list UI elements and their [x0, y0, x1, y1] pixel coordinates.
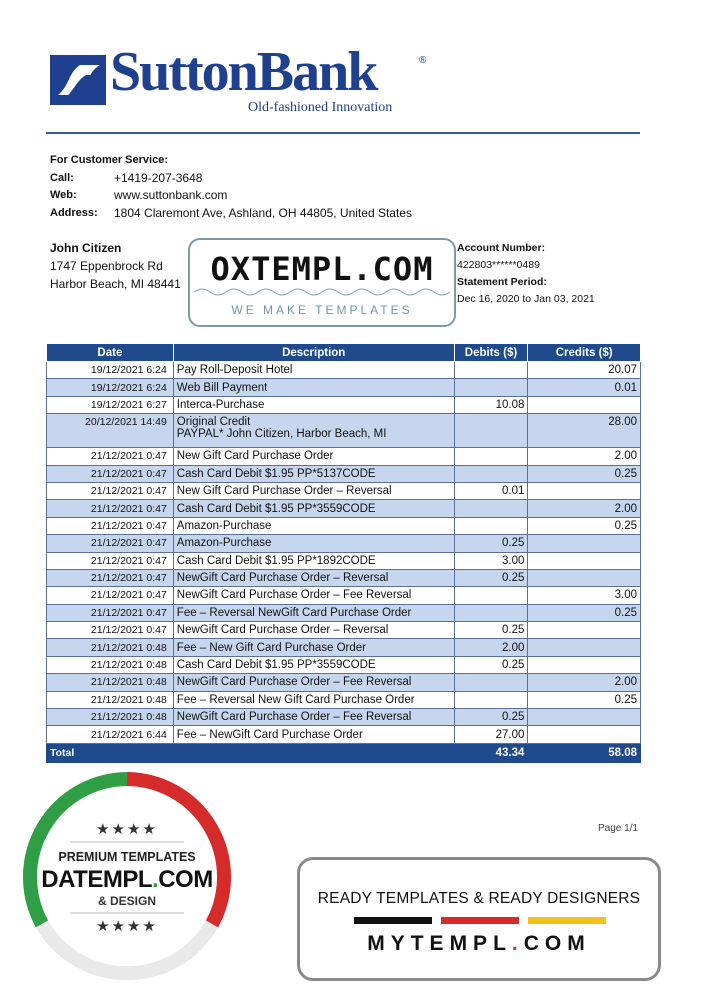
row-debit	[454, 414, 528, 448]
table-row	[47, 691, 641, 708]
total-credit: 58.08	[528, 743, 641, 762]
table-row	[47, 379, 641, 396]
row-debit: 0.25	[454, 656, 528, 673]
row-credit: 0.25	[528, 465, 641, 482]
account-number-value: 422803******0489	[457, 259, 540, 271]
row-debit: 0.25	[454, 709, 528, 726]
seal-datempl-b: COM	[158, 866, 213, 893]
row-date: 21/12/2021 0:47	[47, 500, 174, 517]
row-credit	[528, 656, 641, 673]
call-label: Call:	[50, 171, 74, 184]
row-description: NewGift Card Purchase Order – Fee Reversal	[173, 709, 454, 726]
row-credit: 2.00	[528, 448, 641, 465]
customer-service-block	[50, 152, 412, 222]
account-number-label: Account Number:	[457, 242, 546, 254]
row-description: Fee – New Gift Card Purchase Order	[173, 639, 454, 656]
row-description: New Gift Card Purchase Order	[173, 448, 454, 465]
row-credit	[528, 396, 641, 413]
web-value: www.suttonbank.com	[114, 188, 228, 202]
banner-site-b: COM	[523, 932, 591, 955]
table-row	[47, 517, 641, 534]
row-description: Fee – Reversal NewGift Card Purchase Order	[173, 604, 454, 621]
header-credits: Credits ($)	[528, 344, 641, 362]
account-block	[457, 240, 595, 308]
table-total-row	[47, 743, 641, 762]
statement-period-value: Dec 16, 2020 to Jan 03, 2021	[457, 293, 595, 305]
row-date: 21/12/2021 6:44	[47, 726, 174, 743]
row-debit: 0.25	[454, 622, 528, 639]
row-date: 21/12/2021 0:47	[47, 569, 174, 586]
header-description: Description	[173, 344, 454, 362]
table-row	[47, 674, 641, 691]
row-description: Interca-Purchase	[173, 396, 454, 413]
table-row	[47, 362, 641, 379]
table-row	[47, 465, 641, 482]
row-date: 21/12/2021 0:47	[47, 482, 174, 499]
row-credit: 2.00	[528, 500, 641, 517]
row-description: NewGift Card Purchase Order – Reversal	[173, 622, 454, 639]
row-date: 21/12/2021 0:47	[47, 535, 174, 552]
banner-bar-red	[441, 917, 519, 924]
row-credit: 3.00	[528, 587, 641, 604]
table-row	[47, 587, 641, 604]
address-label: Address:	[50, 206, 98, 219]
table-row	[47, 656, 641, 673]
row-debit	[454, 674, 528, 691]
table-row	[47, 639, 641, 656]
row-credit	[528, 639, 641, 656]
banner-color-bars	[354, 917, 606, 924]
web-row	[50, 187, 412, 205]
table-row	[47, 569, 641, 586]
watermark-oxtempl-subtitle: WE MAKE TEMPLATES	[231, 303, 413, 317]
row-credit	[528, 726, 641, 743]
row-debit	[454, 587, 528, 604]
seal-stars-bottom: ★★★★	[96, 918, 158, 935]
banner-site-a: MYTEMPL	[367, 932, 512, 955]
total-spacer	[173, 743, 454, 762]
row-credit	[528, 552, 641, 569]
table-row	[47, 535, 641, 552]
web-label: Web:	[50, 189, 77, 201]
row-date: 21/12/2021 0:48	[47, 674, 174, 691]
header-debits: Debits ($)	[454, 344, 528, 362]
row-credit: 0.25	[528, 604, 641, 621]
row-date: 19/12/2021 6:24	[47, 379, 174, 396]
row-debit	[454, 448, 528, 465]
bank-tagline: Old-fashioned Innovation	[248, 100, 393, 115]
row-description: Amazon-Purchase	[173, 535, 454, 552]
row-date: 19/12/2021 6:27	[47, 396, 174, 413]
customer-service-title: For Customer Service:	[50, 154, 168, 166]
row-description: New Gift Card Purchase Order – Reversal	[173, 482, 454, 499]
row-debit	[454, 517, 528, 534]
row-credit: 0.25	[528, 691, 641, 708]
header-date: Date	[47, 344, 174, 362]
table-row	[47, 500, 641, 517]
row-description: NewGift Card Purchase Order – Reversal	[173, 569, 454, 586]
row-debit	[454, 362, 528, 379]
row-description: Cash Card Debit $1.95 PP*3559CODE	[173, 656, 454, 673]
row-debit: 3.00	[454, 552, 528, 569]
row-description: Amazon-Purchase	[173, 517, 454, 534]
table-row	[47, 448, 641, 465]
row-description: NewGift Card Purchase Order – Fee Reversal	[173, 587, 454, 604]
row-description-line2: PAYPAL* John Citizen, Harbor Beach, MI	[176, 428, 387, 441]
bank-logo	[50, 41, 440, 120]
customer-street: 1747 Eppenbrock Rd	[50, 259, 163, 273]
row-credit	[528, 709, 641, 726]
table-row	[47, 396, 641, 413]
row-description: Cash Card Debit $1.95 PP*1892CODE	[173, 552, 454, 569]
row-date: 21/12/2021 0:48	[47, 709, 174, 726]
row-debit: 27.00	[454, 726, 528, 743]
row-description: Web Bill Payment	[173, 379, 454, 396]
row-date: 21/12/2021 0:47	[47, 517, 174, 534]
row-credit: 20.07	[528, 362, 641, 379]
row-debit	[454, 604, 528, 621]
transactions-table	[46, 343, 641, 763]
row-date: 21/12/2021 0:48	[47, 656, 174, 673]
watermark-oxtempl	[188, 238, 456, 327]
row-credit: 0.01	[528, 379, 641, 396]
seal-datempl-a: DATEMPL	[41, 866, 153, 893]
bank-logo-icon	[50, 55, 106, 105]
table-row	[47, 709, 641, 726]
row-description: Pay Roll-Deposit Hotel	[173, 362, 454, 379]
seal-text	[22, 772, 232, 982]
row-debit	[454, 379, 528, 396]
row-date: 21/12/2021 0:47	[47, 448, 174, 465]
registered-mark: ®	[419, 55, 427, 66]
call-row	[50, 170, 412, 188]
bank-name: SuttonBank	[110, 41, 377, 103]
row-description: Fee – NewGift Card Purchase Order	[173, 726, 454, 743]
banner-bar-yellow	[528, 917, 606, 924]
seal-line-premium: PREMIUM TEMPLATES	[58, 850, 196, 864]
banner-site	[300, 932, 658, 956]
row-credit	[528, 569, 641, 586]
wave-divider-icon	[194, 286, 452, 298]
customer-name: John Citizen	[50, 241, 122, 255]
table-row	[47, 622, 641, 639]
call-value: +1419-207-3648	[114, 170, 203, 185]
row-description	[173, 414, 454, 448]
row-date: 21/12/2021 0:48	[47, 691, 174, 708]
row-debit	[454, 500, 528, 517]
row-description: Fee – Reversal New Gift Card Purchase Order	[173, 691, 454, 708]
banner-bar-black	[354, 917, 432, 924]
total-label: Total	[47, 743, 174, 762]
total-debit: 43.34	[454, 743, 528, 762]
row-debit: 0.01	[454, 482, 528, 499]
seal-line-datempl	[22, 866, 232, 894]
header-divider	[46, 132, 640, 134]
customer-address-block	[50, 239, 181, 293]
address-row	[50, 205, 412, 223]
statement-period-label: Statement Period:	[457, 276, 547, 288]
row-credit	[528, 535, 641, 552]
customer-city: Harbor Beach, MI 48441	[50, 277, 181, 291]
row-debit: 0.25	[454, 569, 528, 586]
row-credit: 0.25	[528, 517, 641, 534]
row-debit	[454, 691, 528, 708]
table-row	[47, 552, 641, 569]
mytempl-banner	[297, 857, 661, 981]
row-description: Cash Card Debit $1.95 PP*3559CODE	[173, 500, 454, 517]
row-credit: 28.00	[528, 414, 641, 448]
row-date: 21/12/2021 0:47	[47, 622, 174, 639]
row-date: 19/12/2021 6:24	[47, 362, 174, 379]
address-value: 1804 Claremont Ave, Ashland, OH 44805, United States	[114, 205, 412, 220]
seal-stars-top: ★★★★	[96, 821, 158, 838]
row-debit: 2.00	[454, 639, 528, 656]
row-date: 21/12/2021 0:47	[47, 604, 174, 621]
row-date: 21/12/2021 0:47	[47, 465, 174, 482]
row-date: 20/12/2021 14:49	[47, 414, 174, 448]
table-row	[47, 414, 641, 448]
banner-headline: READY TEMPLATES & READY DESIGNERS	[317, 890, 641, 907]
row-description-line1: Original Credit	[176, 416, 251, 429]
row-credit	[528, 482, 641, 499]
row-credit: 2.00	[528, 674, 641, 691]
seal-datempl-dot: .	[152, 866, 159, 893]
table-row	[47, 482, 641, 499]
row-date: 21/12/2021 0:47	[47, 552, 174, 569]
row-description: NewGift Card Purchase Order – Fee Reversal	[173, 674, 454, 691]
row-debit	[454, 465, 528, 482]
page-number: Page 1/1	[598, 823, 639, 834]
table-header-row	[47, 344, 641, 362]
row-description: Cash Card Debit $1.95 PP*5137CODE	[173, 465, 454, 482]
banner-site-dot: .	[511, 932, 524, 955]
watermark-oxtempl-title: OXTEMPL.COM	[210, 250, 434, 288]
row-date: 21/12/2021 0:48	[47, 639, 174, 656]
table-row	[47, 604, 641, 621]
row-date: 21/12/2021 0:47	[47, 587, 174, 604]
row-debit: 10.08	[454, 396, 528, 413]
row-debit: 0.25	[454, 535, 528, 552]
row-credit	[528, 622, 641, 639]
seal-line-design: & DESIGN	[97, 894, 156, 908]
table-row	[47, 726, 641, 743]
